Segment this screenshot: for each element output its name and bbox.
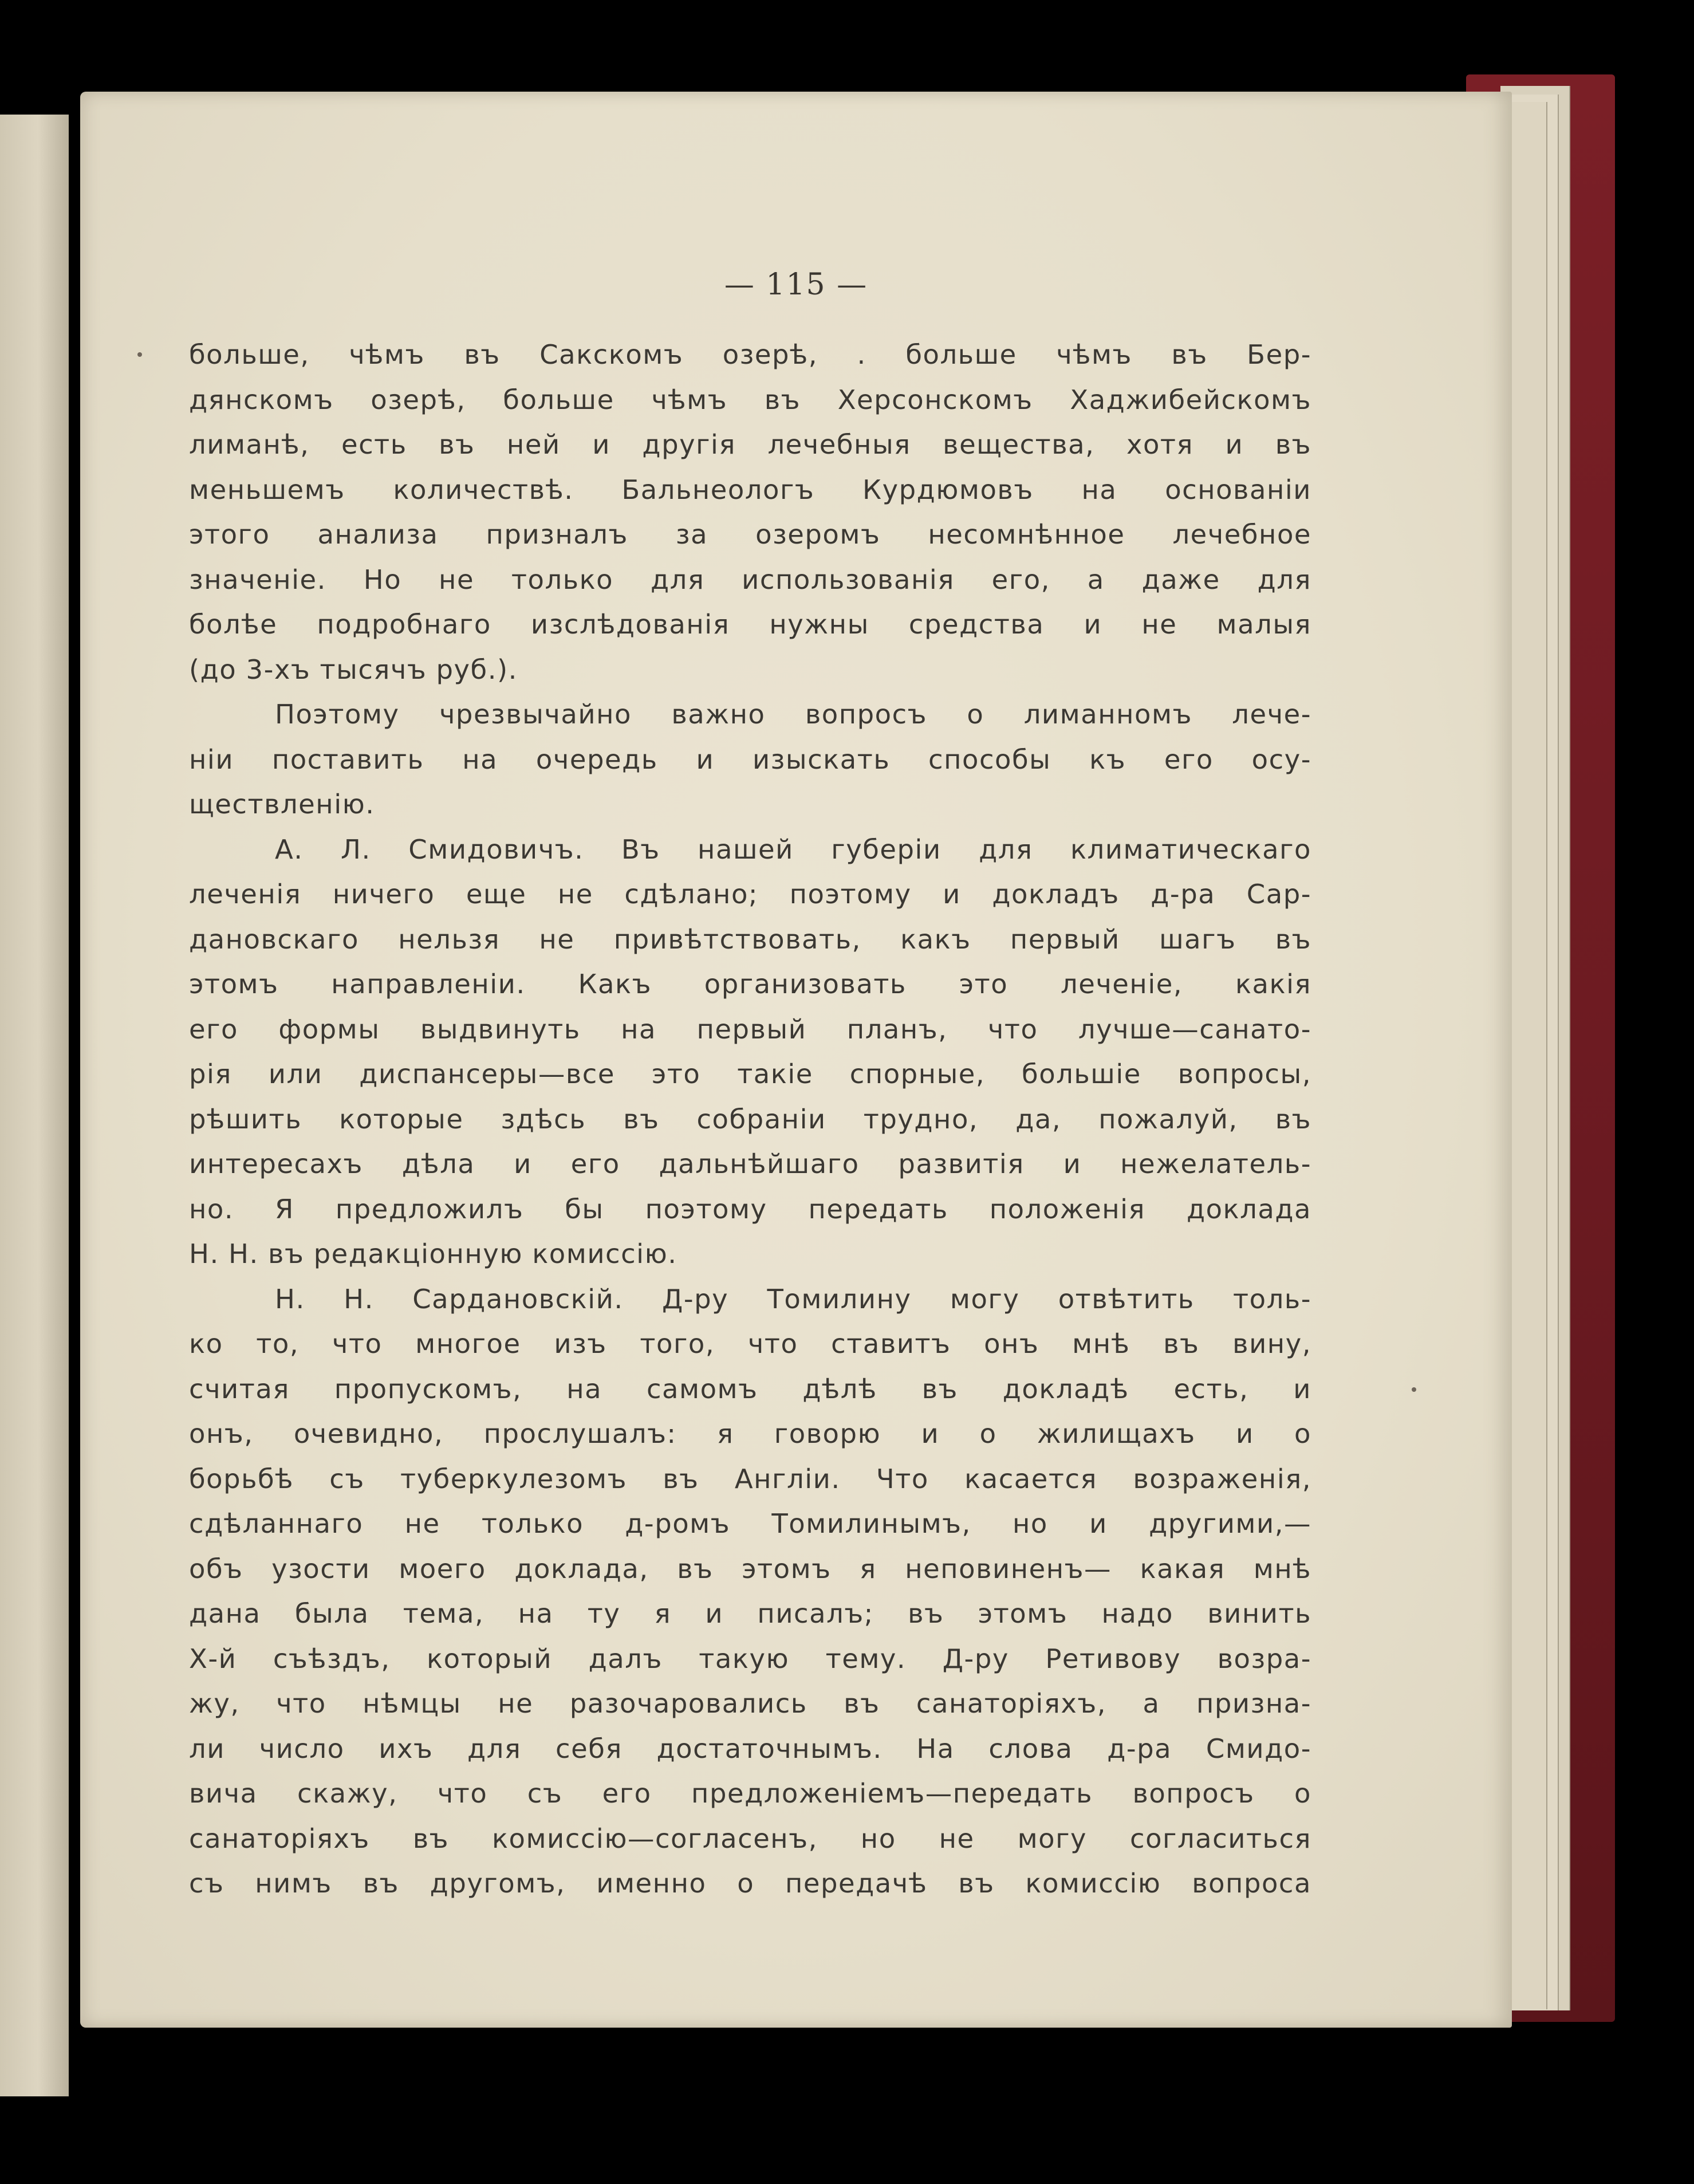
text-line: ли число ихъ для себя достаточнымъ. На слова д-ра Смидо- (189, 1733, 1311, 1764)
text-line: дянскомъ озерѣ, больше чѣмъ въ Херсонскомъ Хаджибейскомъ (189, 384, 1311, 415)
text-line: интересахъ дѣла и его дальнѣйшаго развитія и нежелатель- (189, 1148, 1311, 1179)
text-line: ко то, что многое изъ того, что ставитъ онъ мнѣ въ вину, (189, 1328, 1311, 1359)
previous-page-edge (0, 115, 69, 2096)
text-line: болѣе подробнаго изслѣдованія нужны средства и не малыя (189, 609, 1311, 640)
paper-speck (137, 352, 142, 357)
text-line: Н. Н. въ редакціонную комиссію. (189, 1238, 677, 1269)
book-page (80, 92, 1512, 2028)
text-line: вича скажу, что съ его предложеніемъ—передать вопросъ о (189, 1778, 1311, 1809)
page-text (189, 332, 1311, 1906)
text-line: борьбѣ съ туберкулезомъ въ Англіи. Что касается возраженія, (189, 1463, 1311, 1494)
paper-speck (1412, 1387, 1416, 1392)
text-line: ществленію. (189, 789, 375, 820)
text-line: Х-й съѣздъ, который далъ такую тему. Д-ру Ретивову возра- (189, 1643, 1311, 1674)
text-line: значеніе. Но не только для использованія его, а даже для (189, 564, 1311, 595)
text-line: леченія ничего еще не сдѣлано; поэтому и докладъ д-ра Сар- (189, 879, 1311, 910)
text-line: дана была тема, на ту я и писалъ; въ этомъ надо винить (189, 1598, 1311, 1629)
text-line: меньшемъ количествѣ. Бальнеологъ Курдюмовъ на основаніи (189, 474, 1311, 505)
page-number: — 115 — (724, 267, 868, 302)
text-line: дановскаго нельзя не привѣтствовать, какъ первый шагъ въ (189, 923, 1311, 955)
text-line: Н. Н. Сардановскій. Д-ру Томилину могу отвѣтить толь- (275, 1283, 1311, 1315)
text-line: рія или диспансеры—все это такіе спорные, большіе вопросы, (189, 1058, 1311, 1089)
text-line: его формы выдвинуть на первый планъ, что лучше—санато- (189, 1013, 1311, 1045)
text-line: ніи поставить на очередь и изыскать способы къ его осу- (189, 743, 1311, 775)
text-line: (до 3-хъ тысячъ руб.). (189, 654, 518, 685)
text-line: Поэтому чрезвычайно важно вопросъ о лиманномъ лече- (275, 699, 1311, 730)
text-line: но. Я предложилъ бы поэтому передать положенія доклада (189, 1193, 1311, 1225)
text-line: рѣшить которые здѣсь въ собраніи трудно, да, пожалуй, въ (189, 1103, 1311, 1135)
text-line: санаторіяхъ въ комиссію—согласенъ, но не могу согласиться (189, 1823, 1311, 1854)
text-line: этомъ направленіи. Какъ организовать это леченіе, какія (189, 969, 1311, 999)
text-line: жу, что нѣмцы не разочаровались въ санаторіяхъ, а призна- (189, 1688, 1311, 1719)
text-line: объ узости моего доклада, въ этомъ я неповиненъ— какая мнѣ (189, 1553, 1311, 1584)
text-line: А. Л. Смидовичъ. Въ нашей губеріи для климатическаго (275, 833, 1311, 865)
text-line: онъ, очевидно, прослушалъ: я говорю и о жилищахъ и о (189, 1418, 1311, 1449)
text-line: съ нимъ въ другомъ, именно о передачѣ въ комиссію вопроса (189, 1868, 1311, 1899)
text-line: этого анализа призналъ за озеромъ несомнѣнное лечебное (189, 519, 1311, 550)
text-line: больше, чѣмъ въ Сакскомъ озерѣ, . больше чѣмъ въ Бер- (189, 339, 1311, 370)
text-line: сдѣланнаго не только д-ромъ Томилинымъ, но и другими,— (189, 1508, 1311, 1539)
text-line: лиманѣ, есть въ ней и другія лечебныя вещества, хотя и въ (189, 429, 1311, 460)
text-line: считая пропускомъ, на самомъ дѣлѣ въ докладѣ есть, и (189, 1373, 1311, 1404)
